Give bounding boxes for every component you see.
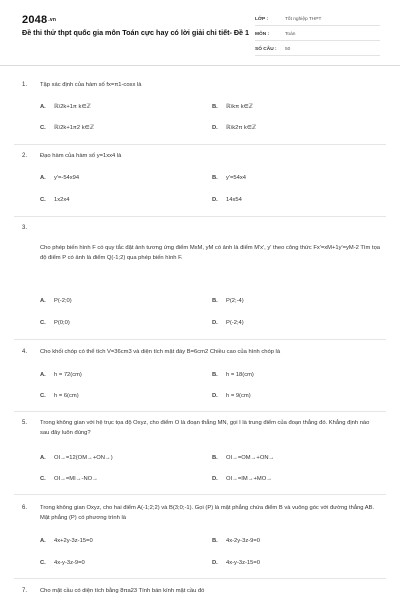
option-b: B. P(2;-4) (212, 298, 244, 304)
document-title: Đề thi thử thpt quốc gia môn Toán cực hay có lời giải chi tiết- Đề 1 (22, 28, 250, 37)
option-c: C. h = 6(cm) (40, 393, 79, 399)
option-d: D. P(-2;4) (212, 320, 244, 326)
meta-count-label: SỐ CÂU : (255, 47, 277, 52)
question-text: Cho mặt cầu có diện tích bằng 8πa23 Tính bán kính mặt cầu đó (40, 588, 205, 594)
header-divider (0, 65, 400, 66)
option-b: B. y'=54x4 (212, 175, 246, 181)
option-d: D. OI→=IM→+MO→ (212, 476, 273, 482)
option-a: A. h = 72(cm) (40, 372, 82, 378)
question-number: 3. (22, 225, 28, 231)
option-c: C. OI→=MI→-NO→ (40, 476, 98, 482)
meta-count-value: 50 (285, 47, 291, 52)
question-text: Cho khối chóp có thể tích V=36cm3 và diện tích mặt đáy B=6cm2 Chiều cao của hình chóp là (40, 349, 281, 355)
option-b: B. OI→=OM→+ON→ (212, 455, 275, 461)
meta-subject (255, 29, 380, 41)
option-a: A. 4x+2y-3z-15=0 (40, 538, 93, 544)
question-number: 5. (22, 420, 28, 426)
option-d: D. 14x54 (212, 197, 242, 203)
meta-class-label: LỚP : (255, 17, 269, 22)
meta-class (255, 14, 380, 26)
question-number: 7. (22, 588, 28, 594)
document-header (0, 0, 400, 66)
site-logo[interactable]: 2048.vn (22, 14, 57, 26)
option-c: C. ℝ\2k+1π2 k∈ℤ (40, 125, 95, 131)
option-b: B. ℝ\kπ k∈ℤ (212, 104, 253, 110)
option-a: A. ℝ\2k+1π k∈ℤ (40, 104, 91, 110)
question-divider (14, 494, 386, 495)
question-text: Cho phép biến hình F có quy tắc đặt ảnh tương ứng điểm MxM, yM có ảnh là điểm M'x', y' theo công thức Fx'=xM+1y'=yM-2 Tìm tọa độ điểm P có ảnh là điểm Q(-1;2) qua phép biến hình F. (40, 245, 381, 261)
meta-count (255, 44, 380, 56)
question-number: 2. (22, 153, 28, 159)
question-divider (14, 411, 386, 412)
option-c: C. 4x-y-3z-9=0 (40, 560, 85, 566)
option-b: B. h = 18(cm) (212, 372, 254, 378)
option-c: C. 1x2x4 (40, 197, 70, 203)
option-a: A. P(-2;0) (40, 298, 72, 304)
question-divider (14, 339, 386, 340)
question-divider (14, 216, 386, 217)
question-text: Tập xác định của hàm số fx=π1-cosx là (40, 82, 142, 88)
option-a: A. OI→=12(OM→+ON→) (40, 455, 113, 461)
option-d: D. ℝ\k2π k∈ℤ (212, 125, 257, 131)
question-text: Trong không gian với hệ trục tọa độ Oxyz, cho điểm O là đoạn thẳng MN, gọi I là trung điểm của đoạn thẳng đó. Khẳng định nào sau đây luôn đúng? (40, 420, 370, 436)
option-d: D. h = 9(cm) (212, 393, 251, 399)
question-text: Trong không gian Oxyz, cho hai điểm A(-1;2;2) và B(3;0;-1). Gọi (P) là mặt phẳng chứa điểm B và vuông góc với đường thẳng AB. Mặt phẳng (P) có phương trình là (40, 505, 375, 521)
option-c: C. P(0;0) (40, 320, 70, 326)
option-a: A. y'=-54x94 (40, 175, 80, 181)
question-number: 4. (22, 349, 28, 355)
meta-subject-value: Toán (285, 32, 296, 37)
question-text: Đạo hàm của hàm số y=1xx4 là (40, 153, 122, 159)
question-divider (14, 578, 386, 579)
option-b: B. 4x-2y-3z-9=0 (212, 538, 260, 544)
meta-subject-label: MÔN : (255, 32, 270, 37)
question-divider (14, 144, 386, 145)
question-number: 6. (22, 505, 28, 511)
option-d: D. 4x-y-3z-15=0 (212, 560, 260, 566)
question-number: 1. (22, 82, 28, 88)
meta-class-value: Tốt nghiệp THPT (285, 17, 322, 22)
